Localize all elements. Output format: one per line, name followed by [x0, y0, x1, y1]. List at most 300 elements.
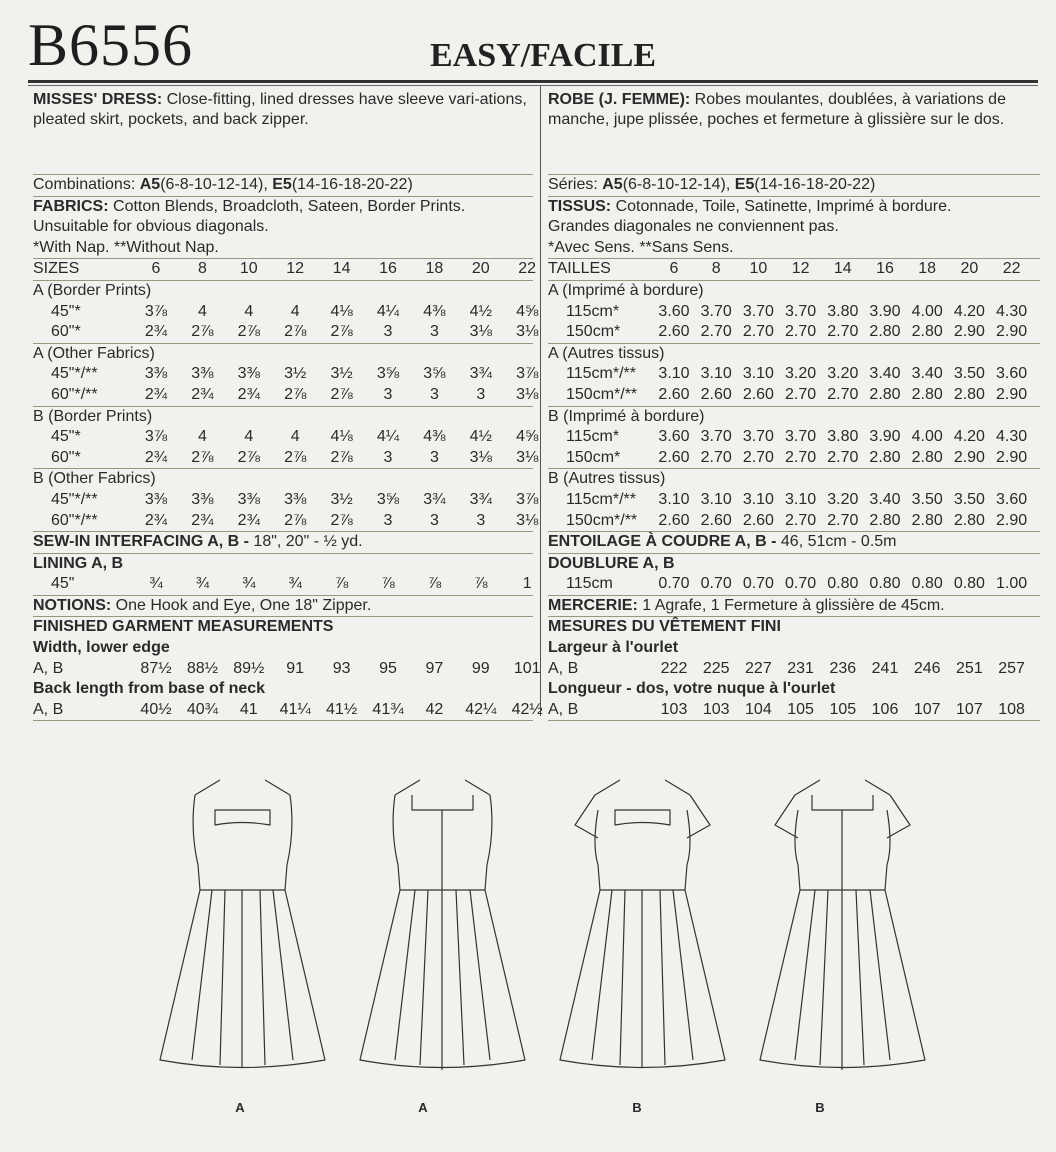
- yardage-row: [548, 302, 1040, 323]
- table-cell: 2.70: [700, 323, 732, 341]
- notions-heading: NOTIONS:: [33, 596, 112, 614]
- combinations-label: Combinations:: [33, 176, 136, 193]
- table-cell: ⅞: [427, 575, 442, 593]
- table-cell: 2¾: [144, 448, 168, 466]
- view-a-back-label: A: [418, 1100, 428, 1115]
- table-cell: 3¾: [469, 365, 492, 383]
- table-cell: 87½: [140, 659, 172, 677]
- table-cell: 3.70: [785, 302, 817, 320]
- yardage-row: [548, 490, 1040, 511]
- table-cell: 246: [913, 659, 941, 677]
- table-cell: 2.90: [996, 385, 1028, 403]
- table-cell: 4⅛: [330, 302, 353, 320]
- table-cell: 88½: [186, 659, 218, 677]
- b-other-heading: B (Autres tissus): [548, 470, 666, 488]
- table-cell: 3.40: [869, 365, 901, 383]
- width-label: 60"*: [51, 448, 81, 466]
- dress-b-front-drawing: [560, 780, 725, 1068]
- width-label: 45"*: [51, 302, 81, 320]
- view-a-label: A: [235, 1100, 245, 1115]
- table-cell: 4: [197, 302, 207, 320]
- table-cell: 2⅞: [284, 323, 307, 341]
- table-cell: 107: [913, 700, 941, 718]
- view-b-back-label: B: [815, 1100, 825, 1115]
- table-cell: 2.90: [953, 323, 985, 341]
- table-cell: 4.00: [911, 302, 943, 320]
- table-cell: 104: [745, 700, 772, 718]
- table-cell: 3.10: [785, 490, 817, 508]
- table-cell: 3½: [330, 365, 353, 383]
- b-border-heading: B (Imprimé à bordure): [548, 407, 705, 425]
- sizes-row: [548, 259, 1040, 281]
- table-cell: 3.70: [742, 428, 774, 446]
- table-cell: 2.60: [742, 511, 774, 529]
- lining-row: [548, 574, 1040, 596]
- table-cell: 41½: [326, 700, 358, 718]
- table-cell: 2⅞: [284, 385, 307, 403]
- table-cell: 2⅞: [330, 385, 353, 403]
- width-label: 150cm*: [566, 448, 621, 466]
- interfacing-row: [548, 532, 1040, 554]
- table-cell: 4⅝: [516, 428, 539, 446]
- table-cell: 103: [702, 700, 730, 718]
- table-cell: 91: [286, 659, 305, 677]
- table-cell: 22: [1002, 260, 1021, 278]
- lining-row: [33, 574, 533, 596]
- table-cell: 2.70: [785, 511, 817, 529]
- description: [548, 90, 1040, 154]
- combination-e-sizes: (14-16-18-20-22): [291, 176, 413, 193]
- table-cell: 4: [197, 428, 207, 446]
- width-label: 45": [51, 575, 75, 593]
- table-cell: 20: [471, 260, 490, 278]
- table-cell: 2.80: [953, 511, 985, 529]
- table-cell: 41¼: [279, 700, 311, 718]
- table-cell: 3.10: [658, 490, 690, 508]
- table-cell: 4: [290, 428, 300, 446]
- table-cell: 0.80: [911, 575, 943, 593]
- yardage-row: [548, 448, 1040, 470]
- notions-text: 1 Agrafe, 1 Fermeture à glissière de 45cm.: [637, 596, 945, 614]
- spacer: [548, 154, 1040, 175]
- finished-measurements-heading: FINISHED GARMENT MEASUREMENTS: [33, 618, 334, 636]
- table-cell: 2.70: [827, 448, 859, 466]
- table-cell: 4¼: [376, 428, 400, 446]
- view-label: A, B: [548, 700, 579, 718]
- table-cell: 4.20: [953, 302, 985, 320]
- nap-note: *Avec Sens. **Sans Sens.: [548, 238, 1040, 260]
- table-cell: 251: [956, 659, 983, 677]
- table-cell: 2⅞: [330, 511, 353, 529]
- table-cell: 6: [669, 260, 679, 278]
- table-cell: ⅞: [334, 575, 349, 593]
- table-cell: 3⅜: [237, 365, 260, 383]
- table-cell: 2⅞: [284, 448, 307, 466]
- table-cell: 3.20: [827, 490, 859, 508]
- nap-note: *With Nap. **Without Nap.: [33, 238, 533, 260]
- lining-heading: DOUBLURE A, B: [548, 554, 675, 572]
- table-cell: 2.70: [827, 385, 859, 403]
- fabrics-note: Unsuitable for obvious diagonals.: [33, 218, 269, 236]
- header-rule: [28, 80, 1038, 83]
- width-label: 115cm*: [566, 428, 620, 446]
- yardage-row: [33, 385, 539, 407]
- table-cell: 2.80: [869, 323, 901, 341]
- table-cell: 2¾: [144, 511, 168, 529]
- table-cell: ⅞: [474, 575, 488, 593]
- table-cell: 14: [833, 260, 852, 278]
- table-cell: 12: [286, 260, 305, 278]
- back-length-row: [33, 700, 543, 722]
- table-cell: 3: [429, 385, 439, 403]
- table-cell: 2⅞: [330, 323, 353, 341]
- table-cell: 3⅜: [284, 490, 307, 508]
- table-cell: 241: [871, 659, 899, 677]
- table-cell: 3: [476, 385, 486, 403]
- table-cell: 1: [522, 575, 532, 593]
- table-cell: 3½: [284, 365, 307, 383]
- table-cell: 225: [702, 659, 730, 677]
- combinations-label: Séries:: [548, 176, 598, 193]
- table-cell: 0.80: [827, 575, 859, 593]
- table-cell: 3.10: [658, 365, 690, 383]
- notions-row: [33, 596, 533, 618]
- table-cell: 8: [197, 260, 207, 278]
- table-cell: 4⅜: [423, 302, 446, 320]
- table-cell: 2⅞: [191, 323, 214, 341]
- table-cell: 3⅞: [144, 302, 168, 320]
- width-label: 45"*/**: [51, 365, 98, 383]
- table-cell: 18: [425, 260, 444, 278]
- table-cell: 40¾: [186, 700, 218, 718]
- table-cell: 257: [998, 659, 1025, 677]
- table-cell: 2.70: [827, 511, 859, 529]
- table-cell: 2.70: [827, 323, 859, 341]
- table-cell: 95: [379, 659, 397, 677]
- table-cell: 4⅛: [330, 428, 353, 446]
- table-cell: 3⅛: [516, 323, 539, 341]
- table-cell: 1.00: [996, 575, 1028, 593]
- table-cell: 3¾: [423, 490, 446, 508]
- interfacing-text: 18", 20" - ½ yd.: [248, 533, 363, 551]
- table-cell: 2.70: [742, 448, 774, 466]
- table-cell: 12: [791, 260, 810, 278]
- table-cell: 2.60: [658, 323, 690, 341]
- combination-e-sizes: (14-16-18-20-22): [754, 176, 876, 193]
- table-cell: 16: [876, 260, 894, 278]
- table-cell: 0.70: [785, 575, 817, 593]
- table-cell: ¾: [149, 575, 163, 593]
- table-cell: ¾: [288, 575, 302, 593]
- table-cell: 2⅞: [330, 448, 353, 466]
- back-length-heading: Back length from base of neck: [33, 680, 266, 698]
- table-cell: 2⅞: [191, 448, 214, 466]
- width-label: 60"*: [51, 323, 81, 341]
- table-cell: 2⅞: [284, 511, 307, 529]
- table-cell: 3: [383, 323, 393, 341]
- difficulty-label: EASY/FACILE: [430, 37, 657, 74]
- fabrics-heading: FABRICS:: [33, 197, 109, 215]
- table-cell: ⅞: [381, 575, 395, 593]
- table-cell: 20: [960, 260, 979, 278]
- table-cell: 107: [956, 700, 983, 718]
- table-cell: 3⅝: [376, 490, 400, 508]
- table-cell: 3⅞: [516, 490, 539, 508]
- table-cell: 3: [429, 448, 439, 466]
- back-length-heading: Longueur - dos, votre nuque à l'ourlet: [548, 680, 836, 698]
- width-label: 150cm*: [566, 323, 621, 341]
- table-cell: 3: [383, 511, 393, 529]
- table-cell: 2.60: [658, 511, 690, 529]
- table-cell: 103: [660, 700, 688, 718]
- yardage-row: [33, 448, 539, 470]
- description: [33, 90, 533, 154]
- table-cell: 2.60: [658, 385, 690, 403]
- table-cell: 2.60: [658, 448, 690, 466]
- table-cell: 4⅝: [516, 302, 539, 320]
- table-cell: 3: [429, 323, 439, 341]
- fabrics-text: Cotton Blends, Broadcloth, Sateen, Border Prints.: [108, 197, 466, 215]
- table-cell: 0.70: [700, 575, 732, 593]
- table-cell: 3: [476, 511, 486, 529]
- table-cell: 3.10: [742, 365, 774, 383]
- lining-heading: LINING A, B: [33, 554, 124, 572]
- table-cell: 4: [290, 302, 300, 320]
- table-cell: ¾: [195, 575, 210, 593]
- combination-a-sizes: (6-8-10-12-14),: [160, 176, 268, 193]
- table-cell: 89½: [233, 659, 265, 677]
- technical-drawings: [150, 770, 930, 1130]
- header-rule-thin: [28, 85, 1038, 86]
- table-cell: 3.80: [827, 302, 859, 320]
- combination-a: A5: [139, 176, 161, 193]
- table-cell: 42: [425, 700, 444, 718]
- view-b-label: B: [632, 1100, 642, 1115]
- yardage-row: [548, 364, 1040, 385]
- table-cell: 3.10: [700, 365, 732, 383]
- table-cell: 2.80: [911, 323, 943, 341]
- table-cell: 14: [332, 260, 351, 278]
- table-cell: 2¾: [191, 385, 214, 403]
- finished-measurements-heading: MESURES DU VÊTEMENT FINI: [548, 618, 781, 636]
- table-cell: 2⅞: [237, 448, 260, 466]
- table-cell: 3.60: [996, 365, 1028, 383]
- table-cell: 2.70: [785, 385, 817, 403]
- table-cell: 2.70: [785, 323, 817, 341]
- table-cell: 2.80: [953, 385, 985, 403]
- width-label: 115cm*/**: [566, 490, 636, 508]
- table-cell: 3⅛: [469, 323, 492, 341]
- table-cell: 10: [239, 260, 258, 278]
- table-cell: 2.80: [869, 448, 901, 466]
- table-cell: 3⅝: [376, 365, 400, 383]
- interfacing-heading: SEW-IN INTERFACING A, B -: [33, 533, 249, 551]
- table-cell: 10: [749, 260, 768, 278]
- table-cell: 236: [829, 659, 857, 677]
- fabrics-row: [33, 197, 533, 218]
- table-cell: 2.80: [911, 511, 943, 529]
- table-cell: 42¼: [465, 700, 497, 718]
- table-cell: 22: [518, 260, 537, 278]
- table-cell: 40½: [140, 700, 172, 718]
- description-text: Robes moulantes, doublées, à variations de manche, jupe plissée, poches et fermeture à glissière sur le dos.: [548, 91, 1006, 129]
- table-cell: 3⅜: [144, 365, 168, 383]
- table-cell: 4: [244, 302, 254, 320]
- table-cell: 3⅛: [516, 385, 539, 403]
- table-cell: 3.50: [953, 365, 985, 383]
- yardage-row: [33, 490, 539, 511]
- table-cell: 4⅜: [423, 428, 446, 446]
- combination-a-sizes: (6-8-10-12-14),: [622, 176, 731, 193]
- table-cell: 3.60: [658, 302, 690, 320]
- description-heading: ROBE (J. FEMME):: [548, 91, 691, 108]
- notions-row: [548, 596, 1040, 618]
- dress-b-back-drawing: [760, 780, 925, 1070]
- table-cell: 2.60: [742, 385, 774, 403]
- b-border-heading: B (Border Prints): [33, 407, 153, 425]
- table-cell: 3.70: [700, 302, 732, 320]
- table-cell: 3: [383, 448, 393, 466]
- table-cell: ¾: [242, 575, 256, 593]
- table-cell: 3.70: [785, 428, 817, 446]
- table-cell: 3.70: [700, 428, 732, 446]
- table-cell: 3½: [330, 490, 353, 508]
- view-label: A, B: [33, 700, 64, 718]
- table-cell: 3⅜: [144, 490, 168, 508]
- table-cell: 3.70: [742, 302, 774, 320]
- french-column: [548, 90, 1040, 721]
- yardage-row: [548, 427, 1040, 448]
- table-cell: 2¾: [237, 511, 260, 529]
- table-cell: 2¾: [144, 323, 168, 341]
- fabrics-row: [548, 197, 1040, 218]
- combination-e: E5: [272, 176, 292, 193]
- table-cell: 2.80: [911, 448, 943, 466]
- width-label: 45"*/**: [51, 490, 98, 508]
- table-cell: 3.90: [869, 428, 901, 446]
- description-text: Close-fitting, lined dresses have sleeve vari-ations, pleated skirt, pockets, and back zipper.: [33, 91, 527, 129]
- table-cell: 227: [745, 659, 772, 677]
- table-cell: 3.60: [996, 490, 1028, 508]
- sizes-label: TAILLES: [548, 260, 611, 278]
- table-cell: 2.70: [700, 448, 732, 466]
- table-cell: 4½: [469, 302, 492, 320]
- table-cell: 105: [787, 700, 814, 718]
- table-cell: 2¾: [237, 385, 260, 403]
- table-cell: 3.80: [827, 428, 859, 446]
- table-cell: 2.90: [996, 511, 1028, 529]
- combinations-row: [548, 175, 1040, 197]
- width-row: [548, 659, 1040, 680]
- yardage-row: [548, 511, 1040, 533]
- description-heading: MISSES' DRESS:: [33, 91, 163, 108]
- table-cell: 222: [660, 659, 688, 677]
- a-border-heading: A (Border Prints): [33, 281, 152, 299]
- interfacing-text: 46, 51cm - 0.5m: [776, 533, 897, 551]
- table-cell: 0.70: [742, 575, 774, 593]
- table-cell: 3⅛: [469, 448, 492, 466]
- fabrics-text: Cotonnade, Toile, Satinette, Imprimé à bordure.: [611, 197, 952, 215]
- table-cell: 3.50: [953, 490, 985, 508]
- table-cell: 0.80: [953, 575, 985, 593]
- table-cell: 2.60: [700, 511, 732, 529]
- table-cell: 105: [829, 700, 857, 718]
- width-label: 150cm*/**: [566, 511, 638, 529]
- table-cell: 2.80: [869, 511, 901, 529]
- table-cell: 3⅛: [516, 511, 539, 529]
- table-cell: 93: [332, 659, 351, 677]
- table-cell: 4.00: [911, 428, 943, 446]
- a-other-heading: A (Other Fabrics): [33, 344, 155, 362]
- width-label: 60"*/**: [51, 385, 98, 403]
- table-cell: 101: [513, 659, 541, 677]
- table-cell: 3: [383, 385, 393, 403]
- table-cell: 4: [244, 428, 254, 446]
- table-cell: 42½: [511, 700, 543, 718]
- back-length-row: [548, 700, 1040, 722]
- b-other-heading: B (Other Fabrics): [33, 470, 156, 488]
- table-cell: 3⅞: [516, 365, 539, 383]
- table-cell: 3¾: [469, 490, 492, 508]
- width-label: 45"*: [51, 428, 81, 446]
- table-cell: 2.80: [869, 385, 901, 403]
- yardage-row: [33, 364, 539, 385]
- combination-e: E5: [734, 176, 755, 193]
- interfacing-heading: ENTOILAGE À COUDRE A, B -: [548, 533, 777, 551]
- table-cell: 16: [379, 260, 397, 278]
- table-cell: 108: [998, 700, 1025, 718]
- english-column: [33, 90, 543, 721]
- table-cell: 3.20: [785, 365, 817, 383]
- notions-text: One Hook and Eye, One 18" Zipper.: [111, 596, 372, 614]
- table-cell: 2.70: [742, 323, 774, 341]
- table-cell: 3⅞: [144, 428, 168, 446]
- pattern-number: B6556: [28, 12, 194, 78]
- dress-a-back-drawing: [360, 780, 525, 1070]
- table-cell: 231: [787, 659, 814, 677]
- fabrics-heading: TISSUS:: [548, 197, 612, 215]
- table-cell: 3.40: [911, 365, 943, 383]
- yardage-row: [548, 385, 1040, 407]
- yardage-row: [548, 322, 1040, 344]
- table-cell: 0.80: [869, 575, 901, 593]
- table-cell: 4½: [469, 428, 492, 446]
- table-cell: 2.60: [700, 385, 732, 403]
- table-cell: 6: [151, 260, 161, 278]
- table-cell: 97: [425, 659, 444, 677]
- notions-heading: MERCERIE:: [548, 596, 638, 614]
- dress-a-front-drawing: [160, 780, 325, 1068]
- view-label: A, B: [548, 659, 579, 677]
- width-heading: Largeur à l'ourlet: [548, 639, 679, 657]
- width-row: [33, 659, 541, 680]
- width-label: 115cm*: [566, 302, 620, 320]
- table-cell: 2⅞: [237, 323, 260, 341]
- table-cell: 106: [871, 700, 899, 718]
- yardage-row: [33, 302, 539, 323]
- table-cell: 2¾: [191, 511, 214, 529]
- table-cell: 3.10: [742, 490, 774, 508]
- table-cell: 2.90: [953, 448, 985, 466]
- table-cell: 3⅝: [423, 365, 446, 383]
- table-cell: 3.50: [911, 490, 943, 508]
- table-cell: 3.60: [658, 428, 690, 446]
- table-cell: 3⅜: [191, 490, 214, 508]
- table-cell: 3: [429, 511, 439, 529]
- table-cell: 2.80: [911, 385, 943, 403]
- table-cell: 3.90: [869, 302, 901, 320]
- view-label: A, B: [33, 659, 64, 677]
